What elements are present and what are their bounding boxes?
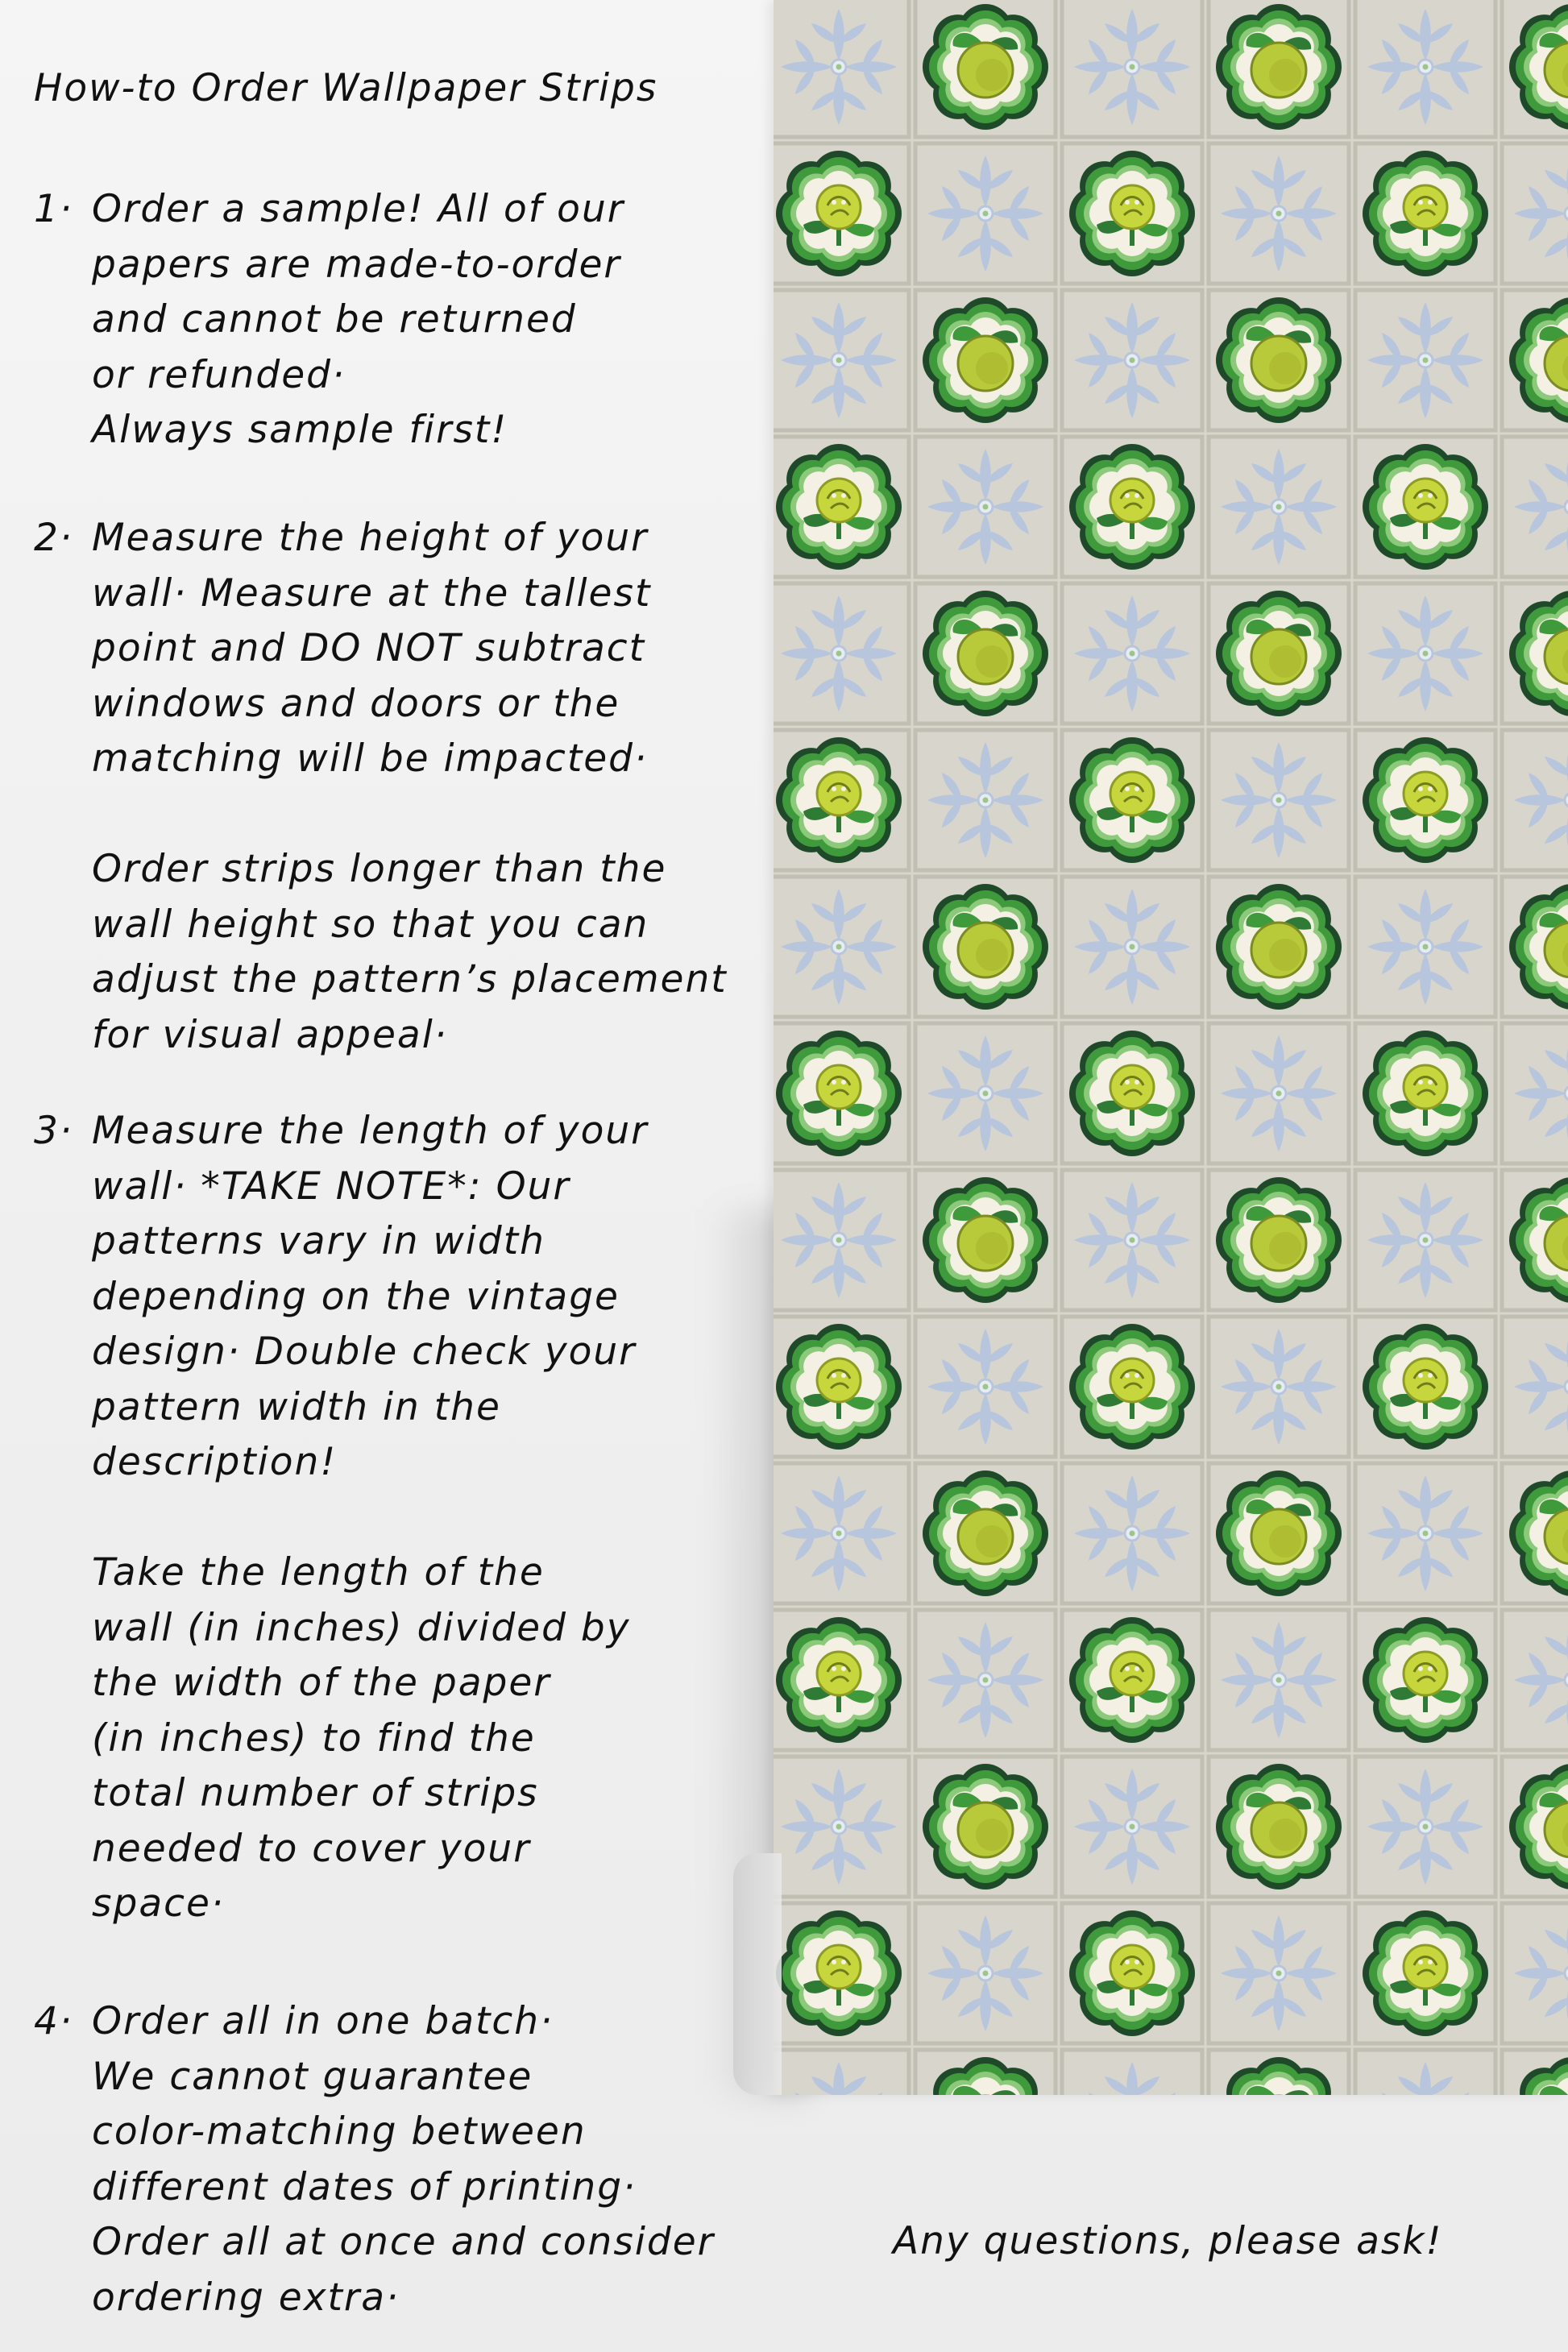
wallpaper-pattern — [774, 0, 1568, 2095]
pattern-tile — [1355, 1757, 1495, 1897]
pattern-tile — [1355, 1610, 1495, 1750]
text-line: for visual appeal· — [92, 1012, 448, 1057]
rose-shape — [817, 1652, 861, 1695]
rose-shape — [1404, 1652, 1447, 1695]
pattern-tile — [1502, 730, 1568, 870]
pattern-tile — [1355, 143, 1495, 284]
page-title: How-to Order Wallpaper Strips — [34, 66, 658, 110]
text-line: Order strips longer than the — [92, 847, 667, 891]
rose-shape — [1404, 1359, 1447, 1402]
step-text — [92, 182, 801, 458]
pattern-tile — [1355, 583, 1495, 724]
rose-shape — [1110, 1065, 1154, 1109]
pattern-tile — [1355, 1903, 1495, 2043]
pattern-tile — [1355, 877, 1495, 1017]
pattern-tile — [1062, 1757, 1202, 1897]
wallpaper-strip — [774, 0, 1568, 2095]
text-line: point and DO NOT subtract — [92, 626, 646, 670]
pattern-tile — [1502, 1023, 1568, 1164]
pattern-tile — [1209, 877, 1349, 1017]
text-line: space· — [92, 1881, 225, 1926]
rose-shape — [817, 772, 861, 815]
text-line: description! — [92, 1440, 338, 1484]
pattern-tile — [1209, 290, 1349, 430]
text-line: design· Double check your — [92, 1329, 637, 1374]
text-line: matching will be impacted· — [92, 736, 648, 781]
text-line: windows and doors or the — [92, 681, 620, 726]
text-line: wall· Measure at the tallest — [92, 570, 652, 616]
pattern-tile — [1502, 877, 1568, 1017]
pattern-tile — [1502, 290, 1568, 430]
pattern-tile — [1502, 0, 1568, 137]
pattern-tile — [1502, 1757, 1568, 1897]
text-line: adjust the pattern’s placement — [92, 957, 728, 1002]
rose-shape — [1110, 479, 1154, 522]
text-line: wall height so that you can — [92, 902, 649, 947]
text-line: color-matching between — [92, 2109, 587, 2154]
pattern-tile — [774, 0, 909, 137]
text-line: or refunded· — [92, 352, 346, 397]
pattern-tile — [915, 2050, 1056, 2095]
text-line: patterns vary in width — [92, 1219, 545, 1263]
pattern-tile — [1209, 1463, 1349, 1603]
text-line: pattern width in the — [92, 1384, 501, 1429]
rose-shape — [1404, 772, 1447, 815]
text-line: and cannot be returned — [92, 297, 577, 342]
pattern-tile — [915, 1610, 1056, 1750]
pattern-tile — [915, 583, 1056, 724]
pattern-tile — [915, 290, 1056, 430]
rose-shape — [1110, 185, 1154, 229]
pattern-tile — [1062, 290, 1202, 430]
pattern-tile — [1355, 1170, 1495, 1310]
pattern-tile — [1062, 2050, 1202, 2095]
rose-shape — [1404, 185, 1447, 229]
pattern-tile — [1062, 1610, 1202, 1750]
pattern-tile — [1355, 2050, 1495, 2095]
pattern-tile — [1062, 1463, 1202, 1603]
paragraph-gap — [92, 1491, 801, 1546]
text-line: needed to cover your — [92, 1826, 531, 1871]
rose-shape — [817, 1945, 861, 1989]
pattern-tile — [1209, 0, 1349, 137]
pattern-tile — [1209, 1757, 1349, 1897]
pattern-tile — [915, 877, 1056, 1017]
pattern-tile — [1355, 437, 1495, 577]
text-line: (in inches) to find the — [92, 1715, 536, 1761]
step-number: 1· — [34, 187, 73, 231]
step-number: 2· — [34, 516, 73, 560]
text-line: We cannot guarantee — [92, 2054, 533, 2099]
pattern-tile — [1355, 1317, 1495, 1457]
text-line: Order all in one batch· — [92, 1999, 554, 2043]
pattern-tile — [915, 1170, 1056, 1310]
pattern-tile — [1062, 1023, 1202, 1164]
pattern-tile — [1502, 143, 1568, 284]
pattern-tile — [1062, 1317, 1202, 1457]
pattern-tile — [1209, 730, 1349, 870]
text-line: Order a sample! All of our — [92, 187, 625, 231]
pattern-tile — [1209, 1023, 1349, 1164]
pattern-tile — [1502, 1903, 1568, 2043]
text-line: Measure the length of your — [92, 1109, 649, 1153]
rose-shape — [1404, 1945, 1447, 1989]
pattern-tile — [1062, 1170, 1202, 1310]
pattern-tile — [1502, 2050, 1568, 2095]
pattern-tile — [1062, 1903, 1202, 2043]
rose-shape — [1110, 1652, 1154, 1695]
pattern-tile — [1062, 0, 1202, 137]
text-line: papers are made-to-order — [92, 242, 621, 287]
pattern-tile — [1062, 437, 1202, 577]
text-line: Take the length of the — [92, 1550, 545, 1595]
pattern-tile — [915, 437, 1056, 577]
rose-shape — [1110, 1945, 1154, 1989]
pattern-tile — [1502, 583, 1568, 724]
step-number: 3· — [34, 1109, 73, 1153]
text-line: Always sample first! — [92, 408, 508, 452]
pattern-tile — [1209, 1610, 1349, 1750]
step-number: 4· — [34, 1999, 73, 2043]
text-line: Measure the height of your — [92, 516, 649, 560]
pattern-tile — [1209, 1317, 1349, 1457]
pattern-tile — [1209, 1903, 1349, 2043]
pattern-tile — [1502, 437, 1568, 577]
rose-shape — [817, 185, 861, 229]
text-line: ordering extra· — [92, 2275, 400, 2320]
text-line: depending on the vintage — [92, 1274, 620, 1319]
rose-shape — [817, 1359, 861, 1402]
text-line: different dates of printing· — [92, 2164, 637, 2209]
text-line: wall (in inches) divided by — [92, 1605, 631, 1650]
rose-shape — [1110, 772, 1154, 815]
text-line: total number of strips — [92, 1771, 539, 1815]
pattern-tile — [915, 0, 1056, 137]
pattern-tile — [1502, 1610, 1568, 1750]
rose-shape — [817, 1065, 861, 1109]
paragraph-gap — [92, 787, 801, 843]
text-line: the width of the paper — [92, 1661, 551, 1705]
pattern-tile — [1062, 583, 1202, 724]
pattern-tile — [1209, 1170, 1349, 1310]
step-text — [92, 1994, 801, 2325]
pattern-tile — [1209, 437, 1349, 577]
pattern-tile — [1209, 583, 1349, 724]
pattern-tile — [1209, 2050, 1349, 2095]
step-text — [92, 511, 801, 1063]
pattern-tile — [1355, 0, 1495, 137]
text-line: Order all at once and consider — [92, 2220, 715, 2264]
pattern-tile — [915, 1757, 1056, 1897]
pattern-tile — [1355, 1463, 1495, 1603]
rose-shape — [1404, 479, 1447, 522]
pattern-tile — [1062, 143, 1202, 284]
pattern-tile — [1502, 1463, 1568, 1603]
pattern-tile — [1502, 1317, 1568, 1457]
pattern-tile — [915, 143, 1056, 284]
pattern-tile — [1209, 143, 1349, 284]
pattern-tile — [915, 1023, 1056, 1164]
pattern-tile — [915, 1903, 1056, 2043]
rose-shape — [1110, 1359, 1154, 1402]
step-text — [92, 1104, 801, 1932]
pattern-tile — [915, 730, 1056, 870]
pattern-tile — [1355, 1023, 1495, 1164]
rose-shape — [817, 479, 861, 522]
text-line: wall· *TAKE NOTE*: Our — [92, 1164, 570, 1209]
closing-note: Any questions, please ask! — [893, 2219, 1443, 2263]
pattern-tile — [1502, 1170, 1568, 1310]
pattern-tile — [1062, 877, 1202, 1017]
pattern-tile — [915, 1317, 1056, 1457]
rose-shape — [1404, 1065, 1447, 1109]
pattern-tile — [915, 1463, 1056, 1603]
pattern-tile — [1355, 290, 1495, 430]
pattern-tile — [1355, 730, 1495, 870]
pattern-tile — [1062, 730, 1202, 870]
